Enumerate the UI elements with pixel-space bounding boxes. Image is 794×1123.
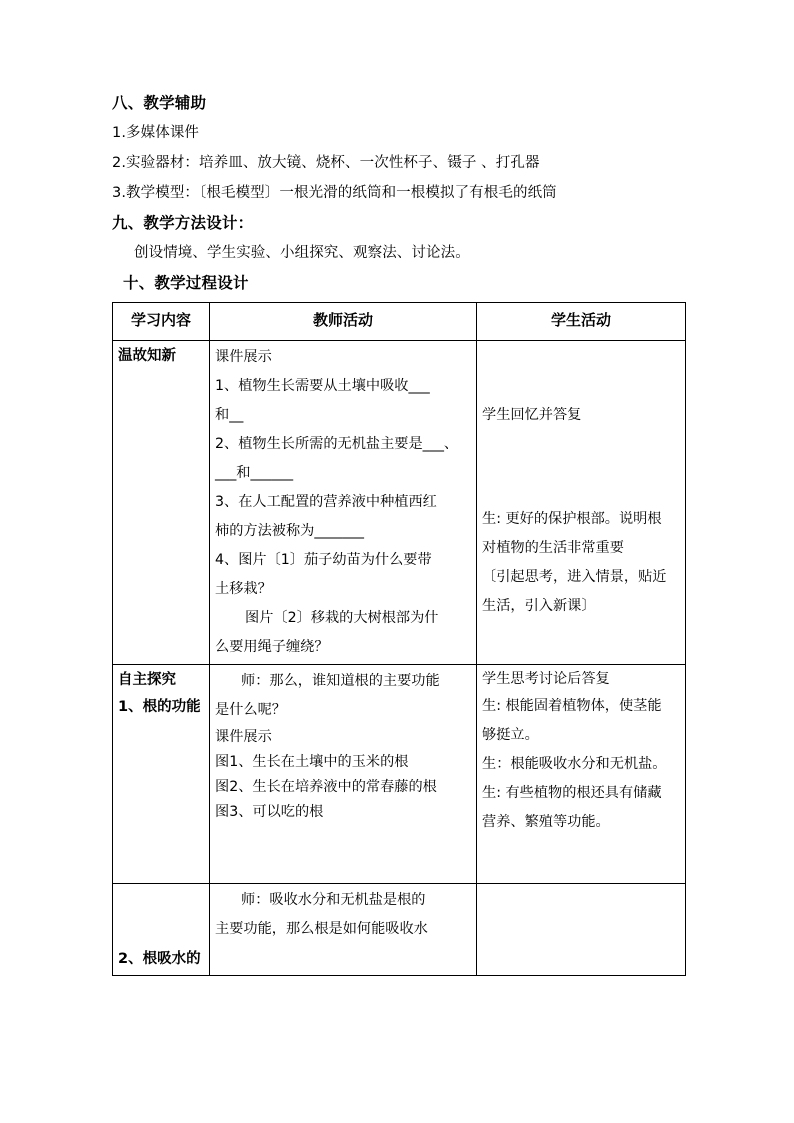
student-line: 学生思考讨论后答复 <box>482 671 610 687</box>
cell-student-activity <box>477 341 686 665</box>
lesson-process-table <box>112 302 686 976</box>
section-heading-10: 十、教学过程设计 <box>123 274 249 292</box>
teacher-line: ___和______ <box>215 465 294 481</box>
topic-sublabel: 1、根的功能 <box>118 699 201 715</box>
topic-label: 2、根吸水的 <box>118 951 201 967</box>
student-line: 〔引起思考，进入情景，贴近 <box>482 569 667 585</box>
cell-learning-content <box>113 665 210 884</box>
cell-student-activity <box>477 884 686 976</box>
sec8-item-3: 3.教学模型：〔根毛模型〕一根光滑的纸筒和一根模拟了有根毛的纸筒 <box>112 185 557 201</box>
section-heading-8: 八、教学辅助 <box>112 94 207 112</box>
table-header-student-activity: 学生活动 <box>477 303 686 341</box>
topic-label: 温故知新 <box>118 348 176 364</box>
section-heading-9: 九、教学方法设计： <box>112 214 254 232</box>
teacher-line: 师：吸收水分和无机盐是根的 <box>241 892 426 908</box>
teacher-line: 柿的方法被称为_______ <box>215 523 364 539</box>
sec8-item-2: 2.实验器材：培养皿、放大镜、烧杯、一次性杯子、镊子 、打孔器 <box>112 155 540 171</box>
table-header-teacher-activity: 教师活动 <box>210 303 477 341</box>
teacher-line: 课件展示 <box>215 349 272 365</box>
table-row <box>113 665 686 884</box>
teacher-line: 师：那么，谁知道根的主要功能 <box>241 673 440 689</box>
topic-label: 自主探究 <box>118 672 176 688</box>
teacher-line: 2、植物生长所需的无机盐主要是___、 <box>215 436 459 452</box>
table-header-learning-content: 学习内容 <box>113 303 210 341</box>
sec9-body: 创设情境、学生实验、小组探究、观察法、讨论法。 <box>134 245 470 261</box>
student-line: 营养、繁殖等功能。 <box>482 814 610 830</box>
teacher-line: 是什么呢？ <box>215 702 286 718</box>
teacher-line: 4、图片〔1〕茄子幼苗为什么要带 <box>215 552 432 568</box>
cell-teacher-activity <box>210 341 477 665</box>
table-header-row <box>113 303 686 341</box>
table-row <box>113 341 686 665</box>
student-line: 够挺立。 <box>482 727 539 743</box>
teacher-line: 课件展示 <box>215 729 272 745</box>
teacher-line: 土移栽？ <box>215 581 272 597</box>
student-line: 生: 根能固着植物体，使茎能 <box>482 698 662 714</box>
teacher-line: 图1、生长在土壤中的玉米的根 <box>215 754 409 770</box>
cell-student-activity <box>477 665 686 884</box>
cell-teacher-activity <box>210 665 477 884</box>
teacher-line: 1、植物生长需要从土壤中吸收___ <box>215 378 430 394</box>
cell-teacher-activity <box>210 884 477 976</box>
teacher-line: 么要用绳子缠绕？ <box>215 639 329 655</box>
teacher-line: 图片〔2〕移栽的大树根部为什 <box>245 610 439 626</box>
student-line: 学生回忆并答复 <box>482 407 582 423</box>
document-content <box>112 88 686 976</box>
student-line: 生活，引入新课〕 <box>482 598 596 614</box>
student-line: 对植物的生活非常重要 <box>482 540 624 556</box>
teacher-line: 3、在人工配置的营养液中种植西红 <box>215 494 437 510</box>
cell-learning-content <box>113 884 210 976</box>
teacher-line: 主要功能，那么根是如何能吸收水 <box>215 921 428 937</box>
teacher-line: 和__ <box>215 407 244 423</box>
student-line: 生：根能吸收水分和无机盐。 <box>482 756 667 772</box>
cell-learning-content <box>113 341 210 665</box>
sec8-item-1: 1.多媒体课件 <box>112 125 200 141</box>
teacher-line: 图3、可以吃的根 <box>215 804 324 820</box>
student-line: 生: 更好的保护根部。说明根 <box>482 511 662 527</box>
teacher-line: 图2、生长在培养液中的常春藤的根 <box>215 779 437 795</box>
table-row <box>113 884 686 976</box>
student-line: 生: 有些植物的根还具有储藏 <box>482 785 662 801</box>
